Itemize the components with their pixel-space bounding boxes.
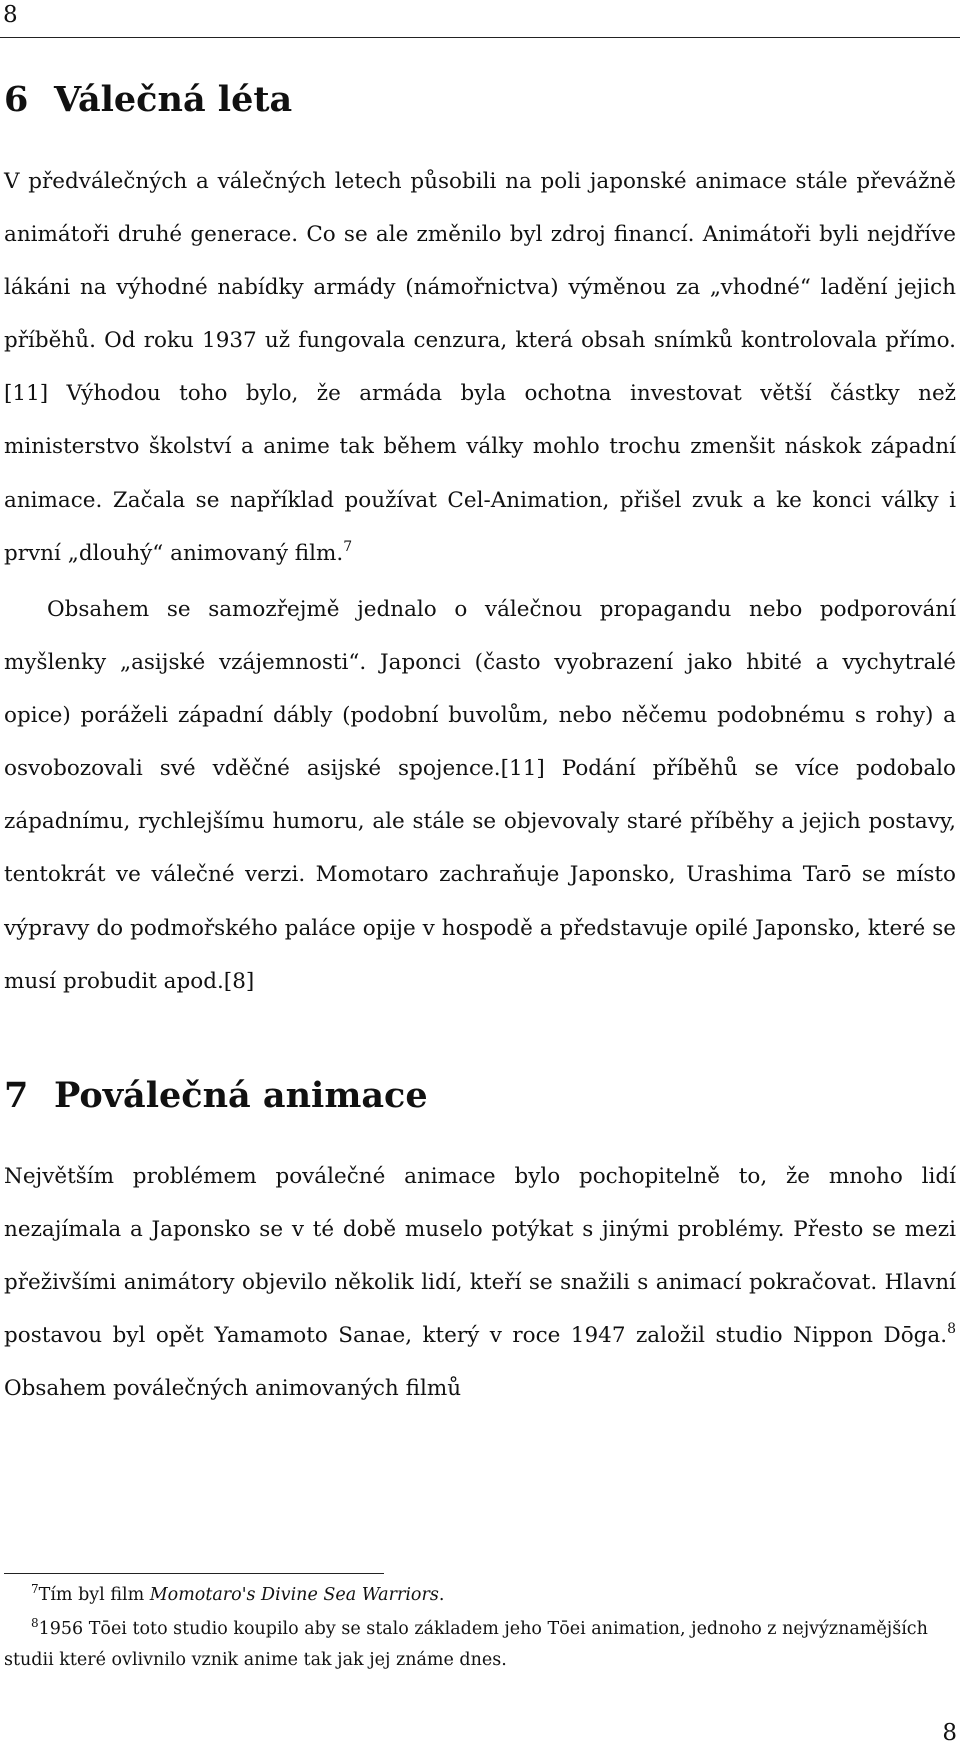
footnote-7-film-title: Momotaro's Divine Sea Warriors — [149, 1585, 439, 1605]
section-6-paragraph-1 — [4, 155, 956, 580]
footnote-7 — [4, 1580, 956, 1611]
footnote-7-text-end: . — [438, 1585, 445, 1605]
footnote-mark-7: 7 — [343, 538, 353, 555]
footnote-7-mark: 7 — [31, 1582, 39, 1596]
section-6-paragraph-2: Obsahem se samozřejmě jednalo o válečnou propagandu nebo podporování myšlenky „asijské vzájemnosti“. Japonci (často vyobrazení jako hbité a vychytralé opice) poráželi západní dábly (podobní buvolům, nebo něčemu podobnému s rohy) a osvobozovali své vděčné asijské spojence.[11] Podání příběhů se více podobalo západnímu, rychlejšímu humoru, ale stále se objevovaly staré příběhy a jejich postavy, tentokrát ve válečné verzi. Momotaro zachraňuje Japonsko, Urashima Tarō se místo výpravy do podmořského paláce opije v hospodě a představuje opilé Japonsko, které se musí probudit apod.[8] — [4, 597, 956, 994]
footnote-8 — [4, 1614, 956, 1676]
page-number: 8 — [942, 1720, 957, 1746]
footnote-rule — [4, 1573, 384, 1574]
footnote-8-text: 1956 Tōei toto studio koupilo aby se stalo základem jeho Tōei animation, jednoho z nejvýznamějších studii které ovlivnilo vznik anime tak jak jej známe dnes. — [4, 1619, 928, 1670]
section-6-title: Válečná léta — [54, 79, 293, 120]
footnote-7-text: Tím byl film — [38, 1585, 150, 1605]
section-7-title: Poválečná animace — [54, 1075, 428, 1116]
section-6-paragraph-1-text: V předválečných a válečných letech působili na poli japonské animace stále převážně animátoři druhé generace. Co se ale změnilo byl zdroj financí. Animátoři byli nejdříve lákáni na výhodné nabídky armády (námořnictva) výměnou za „vhodné“ ladění jejich příběhů. Od roku 1937 už fungovala cenzura, která obsah snímků kontrolovala přímo.[11] Výhodou toho bylo, že armáda byla ochotna investovat větší částky než ministerstvo školství a anime tak během války mohlo trochu zmenšit náskok západní animace. Začala se například používat Cel-Animation, přišel zvuk a ke konci války i první „dlouhý“ animovaný film. — [4, 169, 956, 566]
footnote-8-mark: 8 — [31, 1616, 39, 1630]
footnote-mark-8: 8 — [947, 1321, 956, 1338]
section-7-paragraph-1-text: Největším problémem poválečné animace bylo pochopitelně to, že mnoho lidí nezajímala a Japonsko se v té době muselo potýkat s jinými problémy. Přesto se mezi přeživšími animátory objevilo několik lidí, kteří se snažili s animací pokračovat. Hlavní postavou byl opět Yamamoto Sanae, který v roce 1947 založil studio Nippon Dōga. — [4, 1164, 956, 1349]
header-rule — [0, 37, 960, 38]
section-6-heading — [4, 78, 292, 122]
running-page-number: 8 — [3, 2, 18, 28]
section-7-heading — [4, 1074, 428, 1118]
section-7-number: 7 — [4, 1075, 29, 1116]
section-6-number: 6 — [4, 79, 29, 120]
section-7-paragraph-1-continuation: Obsahem poválečných animovaných filmů — [4, 1376, 462, 1402]
section-7-paragraph-1 — [4, 1150, 956, 1415]
